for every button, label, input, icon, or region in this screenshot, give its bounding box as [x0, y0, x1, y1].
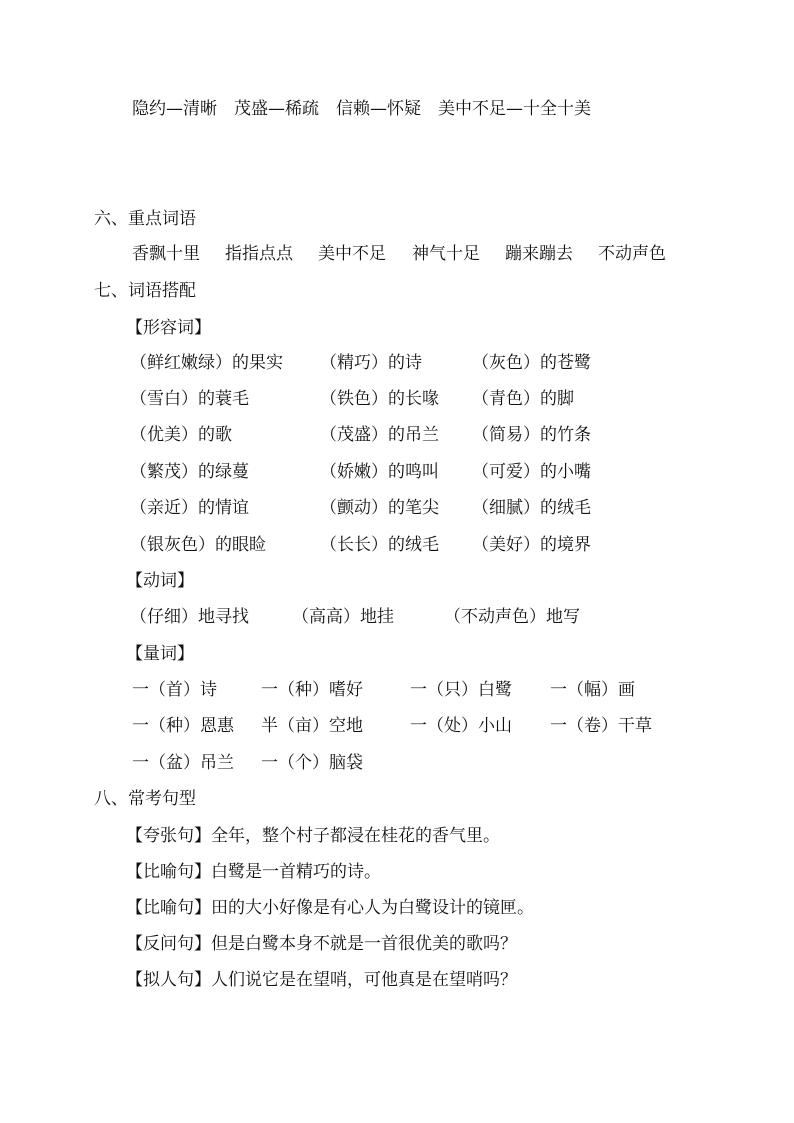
key-word: 美中不足 — [318, 244, 386, 264]
key-word: 香飘十里 — [132, 244, 200, 264]
key-word: 不动声色 — [598, 244, 666, 264]
adjective-phrase: （铁色）的长喙 — [320, 389, 439, 409]
measure-phrase: 一（个）脑袋 — [261, 753, 363, 773]
verb-phrase: （高高）地挂 — [292, 607, 394, 627]
adjective-phrase: （简易）的竹条 — [472, 425, 591, 445]
measure-phrase: 一（处）小山 — [410, 716, 512, 736]
measure-phrase: 一（卷）干草 — [550, 716, 652, 736]
example-sentence: 【拟人句】人们说它是在望哨，可他真是在望哨吗？ — [126, 970, 517, 990]
section-heading-collocations: 七、词语搭配 — [94, 281, 196, 301]
measure-phrase: 半（亩）空地 — [261, 716, 363, 736]
verb-phrase: （不动声色）地写 — [444, 607, 580, 627]
verbs-label: 【动词】 — [126, 571, 194, 591]
measure-words-label: 【量词】 — [126, 644, 194, 664]
measure-phrase: 一（只）白鹭 — [410, 680, 512, 700]
adjective-phrase: （亲近）的情谊 — [130, 498, 249, 518]
key-word: 指指点点 — [225, 244, 293, 264]
adjective-phrase: （优美）的歌 — [130, 425, 232, 445]
adjective-phrase: （银灰色）的眼睑 — [130, 535, 266, 555]
measure-phrase: 一（首）诗 — [132, 680, 217, 700]
measure-phrase: 一（种）嗜好 — [261, 680, 363, 700]
adjective-phrase: （茂盛）的吊兰 — [320, 425, 439, 445]
verb-phrase: （仔细）地寻找 — [130, 607, 249, 627]
section-heading-key-words: 六、重点词语 — [94, 209, 196, 229]
adjective-phrase: （可爱）的小嘴 — [472, 462, 591, 482]
adjective-phrase: （细腻）的绒毛 — [472, 498, 591, 518]
example-sentence: 【夸张句】全年，整个村子都浸在桂花的香气里。 — [126, 826, 500, 846]
adjective-phrase: （美好）的境界 — [472, 535, 591, 555]
key-word: 蹦来蹦去 — [505, 244, 573, 264]
example-sentence: 【比喻句】田的大小好像是有心人为白鹭设计的镜匣。 — [126, 898, 534, 918]
adjective-phrase: （青色）的脚 — [472, 389, 574, 409]
adjective-phrase: （颤动）的笔尖 — [320, 498, 439, 518]
adjective-phrase: （精巧）的诗 — [320, 353, 422, 373]
example-sentence: 【比喻句】白鹭是一首精巧的诗。 — [126, 862, 381, 882]
adjective-phrase: （灰色）的苍鹭 — [472, 353, 591, 373]
antonym-pairs: 隐约—清晰 茂盛—稀疏 信赖—怀疑 美中不足—十全十美 — [132, 99, 591, 119]
adjective-phrase: （雪白）的蓑毛 — [130, 389, 249, 409]
adjective-phrase: （长长）的绒毛 — [320, 535, 439, 555]
key-word: 神气十足 — [412, 244, 480, 264]
adjective-phrase: （娇嫩）的鸣叫 — [320, 462, 439, 482]
example-sentence: 【反问句】但是白鹭本身不就是一首很优美的歌吗？ — [126, 934, 517, 954]
adjective-phrase: （繁茂）的绿蔓 — [130, 462, 249, 482]
adjective-phrase: （鲜红嫩绿）的果实 — [130, 353, 283, 373]
adjectives-label: 【形容词】 — [126, 318, 211, 338]
section-heading-sentence-types: 八、常考句型 — [94, 789, 196, 809]
measure-phrase: 一（幅）画 — [550, 680, 635, 700]
measure-phrase: 一（盆）吊兰 — [132, 753, 234, 773]
measure-phrase: 一（种）恩惠 — [132, 716, 234, 736]
